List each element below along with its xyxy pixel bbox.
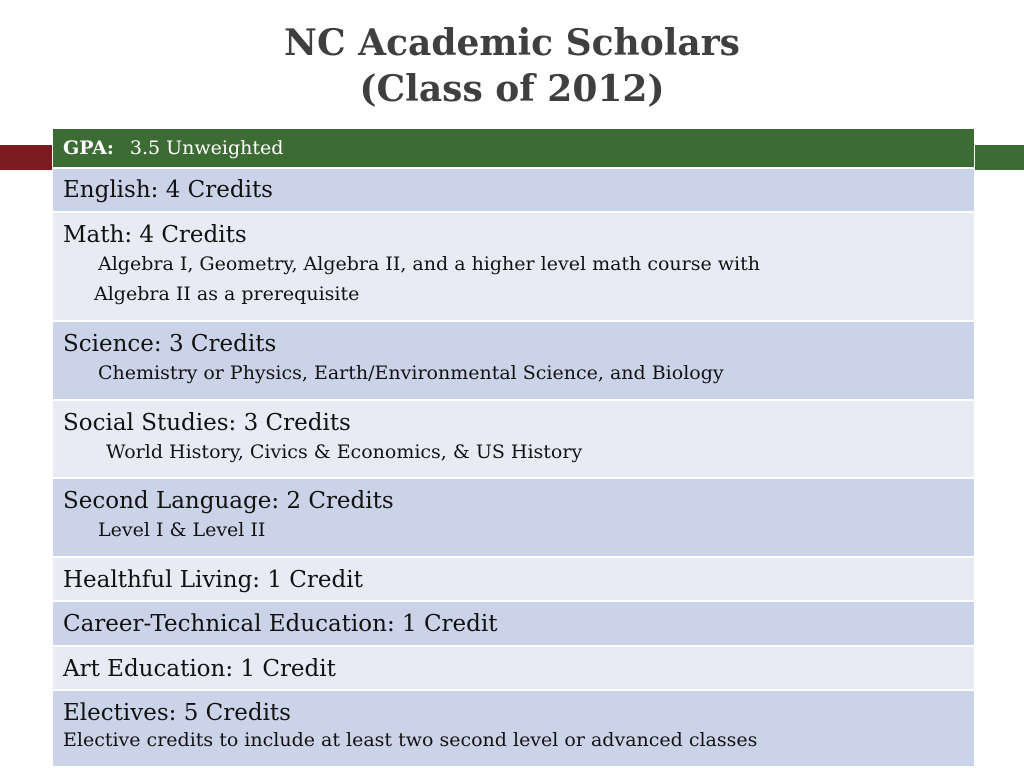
social-studies-credits: Social Studies: 3 Credits [63,410,351,436]
second-language-credits: Second Language: 2 Credits [63,488,394,514]
second-language-detail: Level I & Level II [98,519,266,541]
art-education-credits: Art Education: 1 Credit [63,656,336,682]
accent-bar-left [0,145,52,170]
row-electives [53,691,974,766]
healthful-living-credits: Healthful Living: 1 Credit [63,567,363,593]
gpa-label: GPA: [63,137,114,159]
science-detail: Chemistry or Physics, Earth/Environmental Science, and Biology [98,362,724,384]
row-second-language [53,479,974,558]
accent-bar-right [972,145,1024,170]
row-healthful-living [53,558,974,602]
electives-detail: Elective credits to include at least two second level or advanced classes [63,729,758,751]
math-credits: Math: 4 Credits [63,222,247,248]
row-math [53,213,974,322]
science-credits: Science: 3 Credits [63,331,277,357]
page-title [0,20,1024,112]
english-credits: English: 4 Credits [63,177,273,203]
gpa-value: 3.5 Unweighted [129,137,284,159]
row-english [53,169,974,213]
row-social-studies [53,401,974,479]
gpa-header-row [53,129,974,169]
row-art-education [53,647,974,691]
requirements-table [52,129,975,766]
title-line-2: (Class of 2012) [359,68,665,110]
row-science [53,322,974,401]
math-detail-line-1: Algebra I, Geometry, Algebra II, and a higher level math course with [98,253,760,275]
electives-credits: Electives: 5 Credits [63,700,291,726]
math-detail-line-2: Algebra II as a prerequisite [94,283,360,305]
title-line-1: NC Academic Scholars [284,22,740,64]
row-career-technical [53,602,974,647]
social-studies-detail: World History, Civics & Economics, & US History [106,441,583,463]
career-technical-credits: Career-Technical Education: 1 Credit [63,611,498,637]
